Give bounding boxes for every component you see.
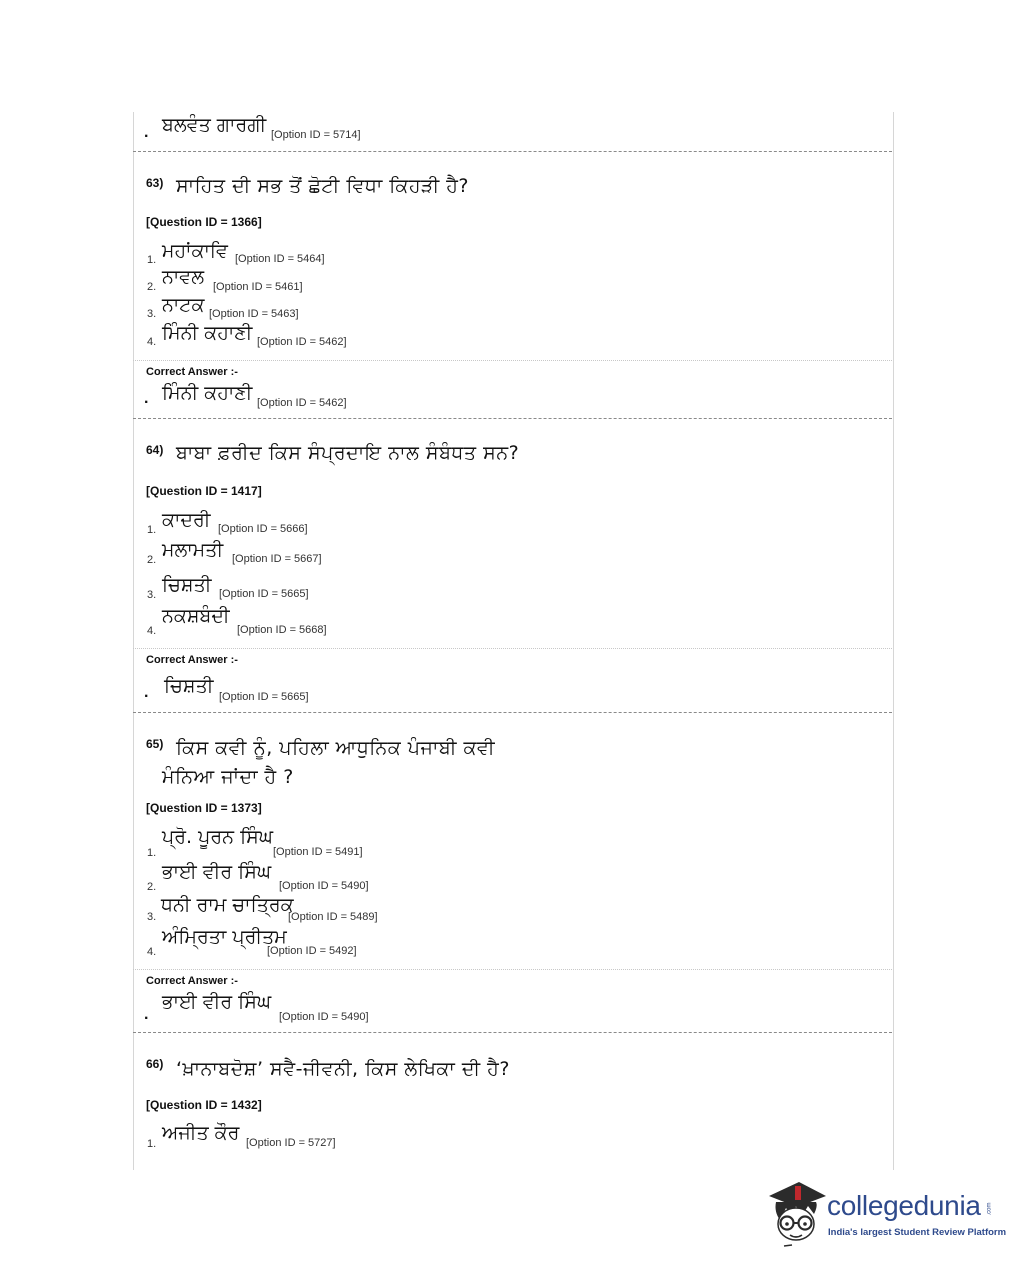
correct-answer-label: Correct Answer :- <box>146 975 238 987</box>
prev-answer-option-id: [Option ID = 5714] <box>271 129 361 141</box>
option-number: 1. <box>147 254 157 266</box>
option-id: [Option ID = 5461] <box>213 281 303 293</box>
option-id: [Option ID = 5668] <box>237 624 327 636</box>
option-number: 3. <box>147 911 157 923</box>
option-number: 3. <box>147 308 157 320</box>
option-text: ਨਕਸ਼ਬੰਦੀ <box>162 605 230 627</box>
option-text: ਭਾਈ ਵੀਰ ਸਿੰਘ <box>162 861 272 883</box>
correct-answer-option-id: [Option ID = 5665] <box>219 691 309 703</box>
option-text: ਮਿੰਨੀ ਕਹਾਣੀ <box>162 322 253 344</box>
option-id: [Option ID = 5463] <box>209 308 299 320</box>
answer-bullet: . <box>144 390 149 407</box>
prev-answer-text: ਬਲਵੰਤ ਗਾਰਗੀ <box>162 114 267 136</box>
correct-answer-label: Correct Answer :- <box>146 654 238 666</box>
question-id: [Question ID = 1373] <box>146 801 262 815</box>
option-number: 4. <box>147 625 157 637</box>
answer-separator <box>133 648 892 649</box>
answer-bullet: . <box>144 684 149 701</box>
option-number: 2. <box>147 281 157 293</box>
answer-separator <box>133 360 892 361</box>
correct-answer-text: ਚਿਸ਼ਤੀ <box>164 675 214 697</box>
option-number: 3. <box>147 589 157 601</box>
question-id: [Question ID = 1417] <box>146 484 262 498</box>
option-id: [Option ID = 5666] <box>218 523 308 535</box>
option-number: 4. <box>147 336 157 348</box>
brand-suffix: .com <box>986 1202 993 1216</box>
option-text: ਧਨੀ ਰਾਮ ਚਾਤ੍ਰਿਕ <box>161 894 294 916</box>
option-number: 1. <box>147 524 157 536</box>
correct-answer-option-id: [Option ID = 5490] <box>279 1011 369 1023</box>
question-text: ਬਾਬਾ ਫ਼ਰੀਦ ਕਿਸ ਸੰਪ੍ਰਦਾਇ ਨਾਲ ਸੰਬੰਧਤ ਸਨ? <box>176 442 520 464</box>
answer-bullet: . <box>144 1006 149 1023</box>
option-text: ਚਿਸ਼ਤੀ <box>162 574 212 596</box>
question-number: 65) <box>146 737 164 751</box>
option-number: 1. <box>147 1138 157 1150</box>
option-number: 2. <box>147 554 157 566</box>
option-id: [Option ID = 5727] <box>246 1137 336 1149</box>
question-separator <box>133 1032 892 1033</box>
question-separator <box>133 151 892 152</box>
correct-answer-label: Correct Answer :- <box>146 366 238 378</box>
question-number: 64) <box>146 443 164 457</box>
question-separator <box>133 418 892 419</box>
option-id: [Option ID = 5489] <box>288 911 378 923</box>
option-text: ਮਹਾਂਕਾਵਿ <box>162 240 228 262</box>
brand-tagline: India's largest Student Review Platform <box>828 1227 1007 1238</box>
question-text: ‘ਖ਼ਾਨਾਬਦੋਸ਼’ ਸਵੈ-ਜੀਵਨੀ, ਕਿਸ ਲੇਖਿਕਾ ਦੀ ਹੈ? <box>176 1058 510 1080</box>
question-text: ਸਾਹਿਤ ਦੀ ਸਭ ਤੋਂ ਛੋਟੀ ਵਿਧਾ ਕਿਹੜੀ ਹੈ? <box>176 175 469 197</box>
option-id: [Option ID = 5490] <box>279 880 369 892</box>
option-id: [Option ID = 5462] <box>257 336 347 348</box>
option-text: ਨਾਵਲ <box>162 266 205 288</box>
question-number: 63) <box>146 176 164 190</box>
question-text-continued: ਮੰਨਿਆ ਜਾਂਦਾ ਹੈ ? <box>162 766 294 788</box>
correct-answer-option-id: [Option ID = 5462] <box>257 397 347 409</box>
question-text: ਕਿਸ ਕਵੀ ਨੂੰ, ਪਹਿਲਾ ਆਧੁਨਿਕ ਪੰਜਾਬੀ ਕਵੀ <box>176 737 496 759</box>
brand-name: collegedunia <box>827 1190 981 1221</box>
option-text: ਨਾਟਕ <box>162 294 205 316</box>
option-number: 1. <box>147 847 157 859</box>
correct-answer-text: ਭਾਈ ਵੀਰ ਸਿੰਘ <box>162 991 272 1013</box>
option-id: [Option ID = 5665] <box>219 588 309 600</box>
question-number: 66) <box>146 1057 164 1071</box>
option-text: ਅੰਮ੍ਰਿਤਾ ਪ੍ਰੀਤਮ <box>162 926 287 948</box>
option-id: [Option ID = 5464] <box>235 253 325 265</box>
option-id: [Option ID = 5492] <box>267 945 357 957</box>
answer-bullet: . <box>144 124 149 141</box>
question-id: [Question ID = 1366] <box>146 215 262 229</box>
option-text: ਮਲਾਮਤੀ <box>162 539 224 561</box>
option-id: [Option ID = 5667] <box>232 553 322 565</box>
question-id: [Question ID = 1432] <box>146 1098 262 1112</box>
option-id: [Option ID = 5491] <box>273 846 363 858</box>
option-text: ਅਜੀਤ ਕੌਰ <box>162 1122 240 1144</box>
question-separator <box>133 712 892 713</box>
option-number: 2. <box>147 881 157 893</box>
option-number: 4. <box>147 946 157 958</box>
option-text: ਪ੍ਰੋ. ਪੂਰਨ ਸਿੰਘ <box>162 826 273 848</box>
option-text: ਕਾਦਰੀ <box>162 509 211 531</box>
answer-separator <box>133 969 892 970</box>
correct-answer-text: ਮਿੰਨੀ ਕਹਾਣੀ <box>162 382 253 404</box>
